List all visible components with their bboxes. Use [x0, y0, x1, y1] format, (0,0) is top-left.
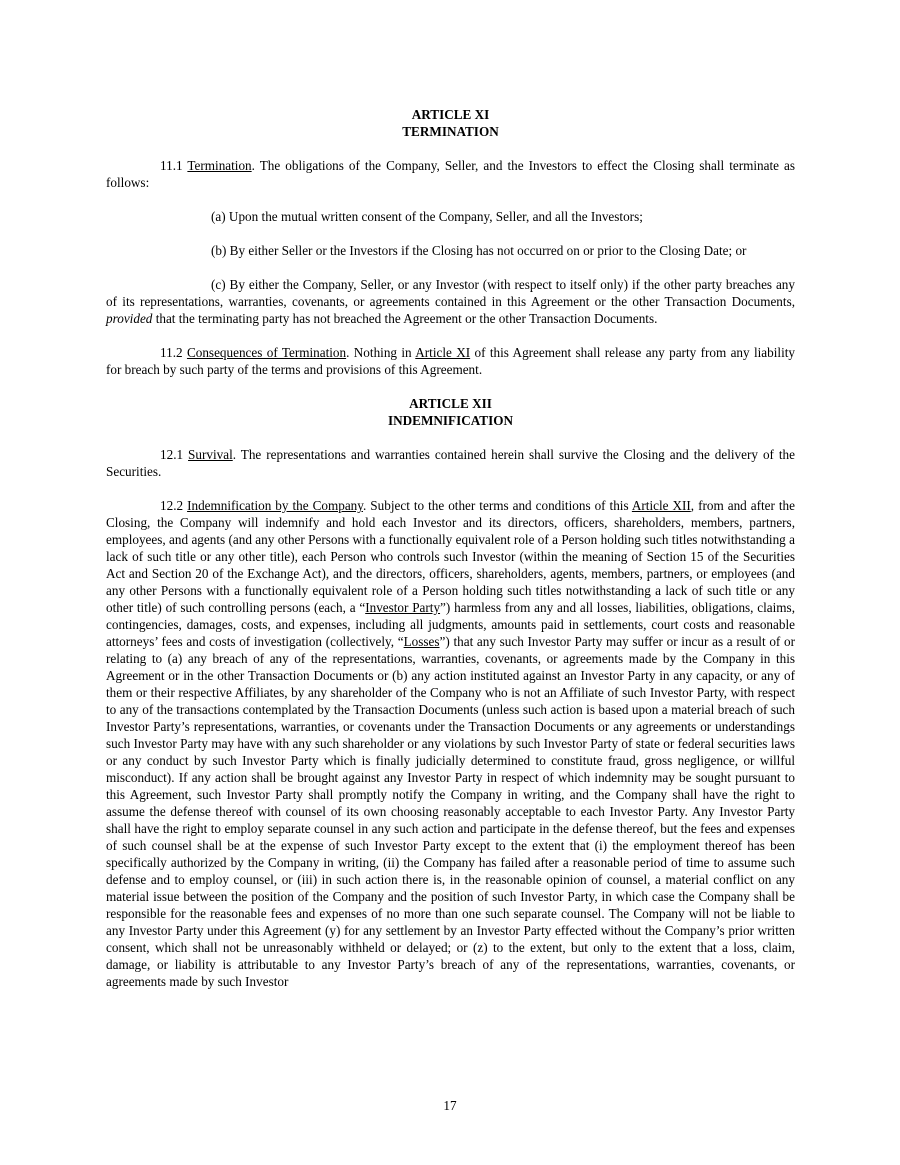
article-subtitle: TERMINATION: [402, 124, 499, 139]
item-c-text-end: that the terminating party has not breached the Agreement or the other Transaction Documents.: [152, 311, 658, 326]
article-subtitle: INDEMNIFICATION: [387, 413, 514, 428]
article-title: ARTICLE XI: [411, 107, 490, 122]
page-number: 17: [443, 1098, 457, 1113]
section-11-1: [106, 157, 795, 191]
article-reference: Article XI: [415, 345, 471, 360]
item-c-text: (c) By either the Company, Seller, or any Investor (with respect to itself only) if the other party breaches any of its representations, warranties, covenants, or agreements contained in this Agreement or the other Transaction Documents,: [106, 277, 795, 309]
section-11-2: [106, 344, 795, 378]
article-xii-heading: [106, 395, 795, 429]
document-page: [106, 106, 795, 1007]
section-12-2: [106, 497, 795, 990]
defined-term-losses: Losses: [403, 634, 440, 649]
section-heading: Termination: [187, 158, 252, 173]
section-number: 11.2: [160, 345, 187, 360]
section-text-cont: , from and after the Closing, the Company will indemnify and hold each Investor and its directors, officers, shareholders, members, partners, employees, and agents (and any other Persons with a functionally equivalent role of a Person holding such titles notwithstanding a lack of such title or any other title), each Person who controls such Investor (within the meaning of Section 15 of the Securities Act and Section 20 of the Exchange Act), and the directors, officers, shareholders, agents, members, partners, or employees (and any other Persons with a functionally equivalent role of a Person holding such titles notwithstanding a lack of such title or any other title) of such controlling persons (each, a “: [106, 498, 796, 615]
section-text-end: of this Agreement shall release any party from any liability for breach by such party of the terms and provisions of this Agreement.: [106, 345, 795, 377]
section-number: 12.1: [160, 447, 189, 462]
section-number: 12.2: [160, 498, 188, 513]
article-title: ARTICLE XII: [409, 396, 492, 411]
section-text: . Nothing in: [346, 345, 416, 360]
termination-item-a: (a) Upon the mutual written consent of the Company, Seller, and all the Investors;: [211, 209, 643, 224]
section-text: . The obligations of the Company, Seller, and the Investors to effect the Closing shall terminate as follows:: [106, 158, 796, 190]
article-reference: Article XII: [631, 498, 691, 513]
article-xi-heading: [106, 106, 795, 140]
section-text: . Subject to the other terms and conditions of this: [363, 498, 632, 513]
termination-item-b: (b) By either Seller or the Investors if the Closing has not occurred on or prior to the Closing Date; or: [211, 243, 747, 258]
termination-item-c: [106, 276, 795, 327]
section-heading: Indemnification by the Company: [187, 498, 364, 513]
section-text-cont: ”) harmless from any and all losses, liabilities, obligations, claims, contingencies, damages, costs, and expenses, including all judgments, amounts paid in settlements, court costs and reasonable attorneys’ fees and costs of investigation (collectively, “: [106, 600, 795, 649]
section-12-1: [106, 446, 795, 480]
section-text: . The representations and warranties contained herein shall survive the Closing and the delivery of the Securities.: [106, 447, 795, 479]
section-text-cont: ”) that any such Investor Party may suffer or incur as a result of or relating to (a) any breach of any of the representations, warranties, covenants, or agreements made by the Company in this Agreement or in the other Transaction Documents or (b) any action instituted against an Investor Party in any capacity, or any of them or their respective Affiliates, by any shareholder of the Company who is not an Affiliate of such Investor Party, with respect to any of the transactions contemplated by the Transaction Documents (unless such action is based upon a material breach of such Investor Party’s representations, warranties, or covenants under the Transaction Documents or any agreements or understandings such Investor Party may have with any such shareholder or any violations by such Investor Party of state or federal securities laws or any conduct by such Investor Party which is finally judicially determined to constitute fraud, gross negligence, or willful misconduct). If any action shall be brought against any Investor Party in respect of which indemnity may be sought pursuant to this Agreement, such Investor Party shall promptly notify the Company in writing, and the Company shall have the right to assume the defense thereof with counsel of its own choosing reasonably acceptable to each Investor Party. Any Investor Party shall have the right to employ separate counsel in any such action and participate in the defense thereof, but the fees and expenses of such counsel shall be at the expense of such Investor Party except to the extent that (i) the employment thereof has been specifically authorized by the Company in writing, (ii) the Company has failed after a reasonable period of time to assume such defense and to employ counsel, or (iii) in such action there is, in the reasonable opinion of counsel, a material conflict on any material issue between the position of the Company and the position of such Investor Party, in which case the Company shall be responsible for the reasonable fees and expenses of no more than one such separate counsel. The Company will not be liable to any Investor Party under this Agreement (y) for any settlement by an Investor Party effected without the Company’s prior written consent, which shall not be unreasonably withheld or delayed; or (z) to the extent, but only to the extent that a loss, claim, damage, or liability is attributable to any Investor Party’s breach of any of the representations, warranties, covenants, or agreements made by such Investor: [106, 634, 795, 989]
section-heading: Consequences of Termination: [186, 345, 347, 360]
section-number: 11.1: [160, 158, 188, 173]
item-c-italic: provided: [106, 311, 153, 326]
defined-term-investor-party: Investor Party: [365, 600, 441, 615]
section-heading: Survival: [188, 447, 233, 462]
